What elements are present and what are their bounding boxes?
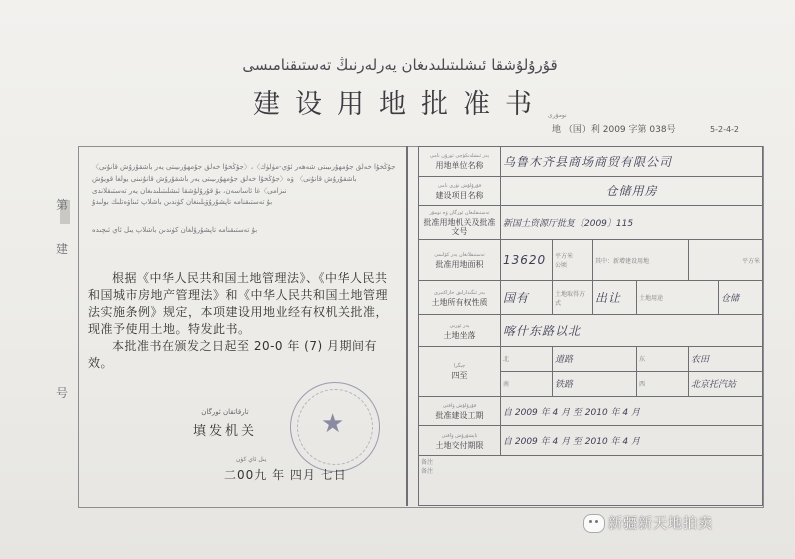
official-seal [290,382,380,472]
ownership-value: 国有 [501,281,553,315]
ug-line: بۇ تەستىقنامە تاپشۇرۇۋېلىنغان كۈندىن باشلاپ ئىناۋەتلىك بولىدۇ [92,198,273,206]
table-row [419,455,763,505]
ug-line: باشقۇرۇش قانۇنى〉 ۋە〈جۇڭخۇا خەلق جۇمھۇرىيىتى يەر باشقۇرۇش قانۇنىنى يولغا قويۇش [92,175,357,183]
row-label: قۇرۇلۇش تۈرى نامى 建设项目名称 [419,176,501,206]
issuer-label: 填发机关 [192,424,257,439]
boundary-east-label: 东 [637,346,689,371]
issuer-label-ug: تارقاتقان ئورگان [201,408,249,416]
issue-date: 二00九 年 四月 七日 [224,468,347,482]
land-use-label: 土地用途 [637,281,719,315]
construction-period: 自 2009 年 4 月 至 2010 年 4 月 [501,396,763,426]
watermark: 新疆新天地拍卖 [608,516,713,532]
boundary-south-label: 南 [501,371,553,396]
table-row [419,281,763,315]
row-value: 喀什东路以北 [501,315,763,347]
table-row [419,206,763,240]
boundary-north-label: 北 [501,346,553,371]
table-row [419,396,763,426]
table-row [419,240,763,281]
boundary-south: 铁路 [553,371,637,396]
table-row [419,147,763,177]
boundary-north: 道路 [553,346,637,371]
boundary-west-label: 西 [637,371,689,396]
row-label: تەستىقلىغان ئورگان ۋە نومۇر 批准用地机关及批准文号 [419,206,501,240]
row-label: تەستىقلانغان يەر كۆلىمى 批准用地面积 [419,240,501,281]
table-row [419,315,763,347]
remarks-label-repeat: 备注 [421,467,434,475]
file-number-label-ug: نومۇرى [548,112,567,119]
row-value: 新国土资源厅批复〔2009〕115 [501,206,763,240]
remarks-cell [419,455,763,505]
title-uyghur: قۇرۇلۇشقا ئىشلىتىلىدىغان يەرلەرنىڭ تەستىقنامىسى [242,56,558,74]
row-value: 乌鲁木齐县商场商贸有限公司 [501,147,763,177]
boundary-east: 农田 [689,346,763,371]
row-value: 仓储用房 [501,176,763,206]
land-info-table [418,146,763,506]
wechat-icon [583,514,605,533]
file-number-value: （国）利 2009 字第 [563,125,647,135]
file-number-suffix: 038号 [649,125,676,135]
margin-character: 第 [56,198,69,212]
file-number [552,122,676,135]
ug-line: نىزامى〉غا ئاساسەن، بۇ قۇرۇلۇشقا ئىشلىتىلىدىغان يەر تەستىقلاندى [92,187,287,195]
delivery-period: 自 2009 年 4 月 至 2010 年 4 月 [501,426,763,456]
acquisition-label: 土地取得方式 [553,281,593,315]
issue-date-label-ug: يىل ئاي كۈن [236,456,267,463]
row-label: يەر ئىگىدارلىق خاراكتېرى 土地所有权性质 [419,281,501,315]
land-use-value: 仓储 [719,281,763,315]
approval-text [88,270,398,372]
new-construction-unit: 平方米 [689,240,763,281]
area-value: 13620 [501,240,553,281]
page-title: 建设用地批准书 [253,89,547,120]
seal-star-icon: ★ [321,409,345,439]
approval-body: 根据《中华人民共和国土地管理法》、《中华人民共和国城市房地产管理法》和《中华人民共和国土地管理法实施条例》规定，本项建设用地业经有权机关批准，现准予使用土地。特发此书。 [88,271,389,336]
boundary-west: 北京托汽站 [689,371,763,396]
ug-validity-line: بۇ تەستىقنامە تاپشۇرۇلغان كۈندىن باشلاپ يىل ئاي ئىچىدە [92,226,258,234]
row-label: چېگرا 四至 [419,346,501,396]
row-label: يەر ئورنى 土地坐落 [419,315,501,347]
table-row [419,426,763,456]
validity-text: 本批准书在颁发之日起至 20-0 年 (7) 月期间有效。 [88,339,377,370]
row-label: يەر ئىشلەتكۈچى ئورۇن نامى 用地单位名称 [419,147,501,177]
corner-mark: 5-2-4-2 [710,125,740,134]
row-label: قۇرۇلۇش ۋاقتى 批准建设工期 [419,396,501,426]
area-units: 平方米 公顷 [553,240,593,281]
margin-character: 建 [56,242,69,256]
file-number-prefix: 地 [552,125,562,135]
remarks-label: 备注 [421,458,434,466]
ug-line: 〈جۇڭخۇا خەلق جۇمھۇرىيىتى يەر باشقۇرۇش قانۇنى〉،〈جۇڭخۇا خەلق جۇمھۇرىيىتى شەھەر ئۆي-مۈلۈك [92,163,396,171]
new-construction-label: 其中：新增建设用地 [593,240,689,281]
table-row [419,176,763,206]
acquisition-value: 出让 [593,281,637,315]
row-label: تاپشۇرۇش ۋاقتى 土地交付期限 [419,426,501,456]
table-row [419,346,763,371]
margin-character: 号 [56,386,69,400]
